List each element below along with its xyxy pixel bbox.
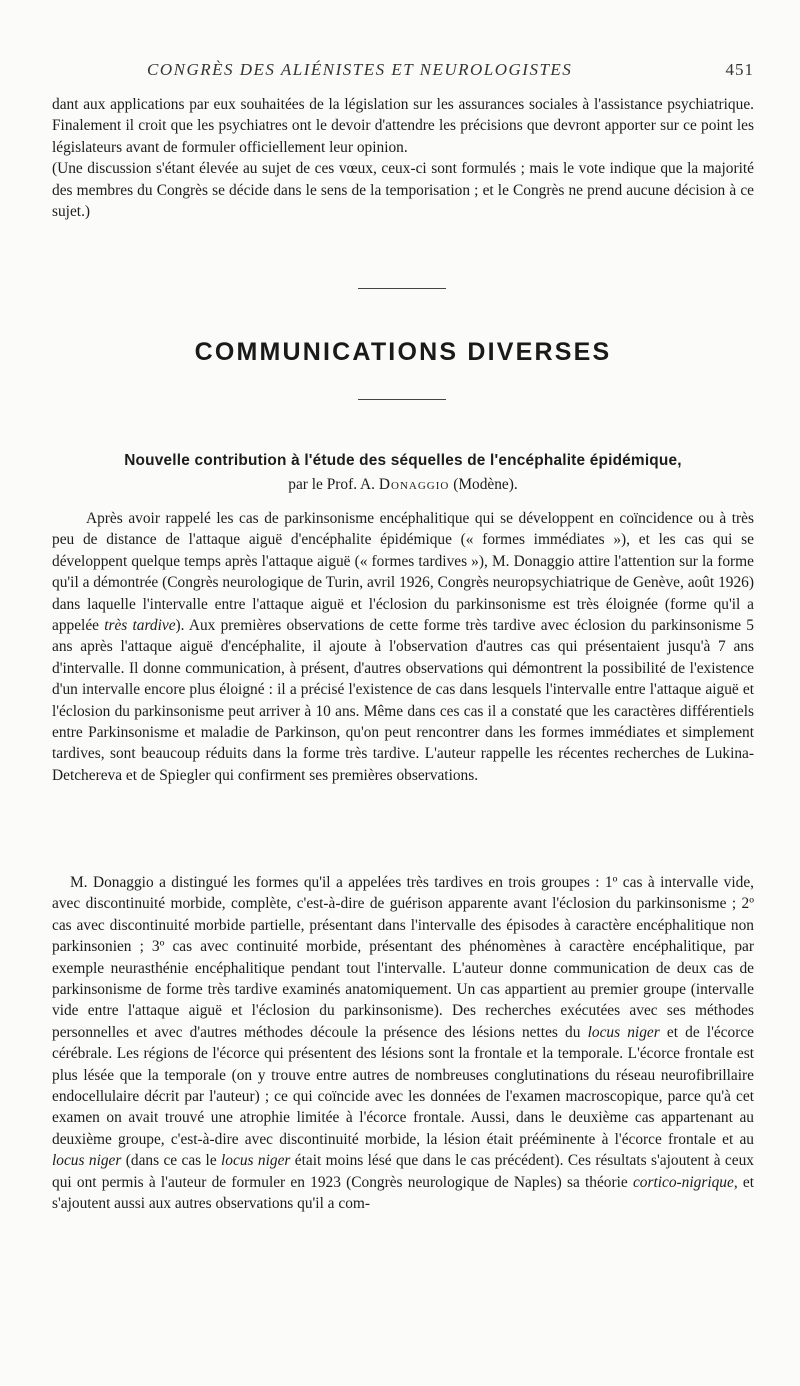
paragraph-text (52, 508, 754, 786)
byline-location: (Modène). (453, 476, 518, 493)
intro-block (52, 94, 754, 222)
divider-rule-top (358, 288, 446, 289)
section-title: COMMUNICATIONS DIVERSES (194, 338, 612, 366)
italic-term: locus niger (587, 1023, 660, 1041)
discussion-paragraph: (Une discussion s'étant élevée au sujet de ces vœux, ceux-ci sont formulés ; mais le vote indique que la majorité des membres du Congrès se décide dans le sens de la temporisation ; et le Congrès ne prend aucune décision à ce sujet.) (52, 160, 754, 221)
article-paragraph-1 (52, 508, 754, 786)
text-run: ). Aux premières observations de cette forme très tardive avec éclosion du parkinsonisme 5 ans après l'attaque aiguë d'encéphalite, il ajoute à l'observation d'autres cas qui présentaient jusqu'à 7 ans d'intervalle. Il donne communication, à présent, d'autres observations qui démontrent la possibilité de l'existence d'un intervalle encore plus éloigné : il a précisé l'existence de cas dans lesquels l'intervalle entre l'attaque aiguë et l'éclosion du parkinsonisme peut arriver à 10 ans. Même dans ces cas il a constaté que les caractères différentiels entre Parkinsonisme et maladie de Parkinson, qu'on peut rencontrer dans les formes immédiates et simplement tardives, sont beaucoup réduits dans la forme très tardive. L'auteur rappelle les récentes recherches de Lukina-Detchereva et de Spiegler qui confirment ses premières observations. (52, 617, 754, 784)
text-run: était moins lésé que dans le cas précédent). Ces résultats s'ajoutent à ceux qui ont permis à l'auteur de formuler en 1923 (Congrès neurologique de Naples) sa théorie (52, 1152, 754, 1191)
italic-term: très tardive (104, 617, 176, 635)
italic-term: locus niger (52, 1152, 122, 1170)
italic-term: cortico-nigrique (632, 1173, 734, 1191)
article-title: Nouvelle contribution à l'étude des séquelles de l'encéphalite épidémique, (124, 452, 682, 469)
text-run: (dans ce cas le (121, 1152, 222, 1170)
page-number: 451 (725, 60, 754, 79)
divider-rule-bottom (358, 399, 446, 400)
paragraph-text (52, 872, 754, 1215)
text-run: , et s'ajoutent aussi aux autres observations qu'il a com- (52, 1173, 754, 1213)
intro-paragraph: dant aux applications par eux souhaitées de la législation sur les assurances sociales à l'assistance psychiatrique. Finalement il croit que les psychiatres ont le devoir d'attendre les précisions que devront apporter sur ce point les législateurs avant de formuler officiellement leur opinion. (52, 96, 754, 156)
text-run: et de l'écorce cérébrale. Les régions de l'écorce qui présentent des lésions sont la frontale et la temporale. L'écorce frontale est plus lésée que la temporale (on y trouve entre autres de nombreuses conglutinations du réseau neurofibrillaire endocellulaire décrit par l'auteur) ; ce qui coïncide avec les données de l'examen macroscopique, parce qu'à cet examen on avait trouvé une atrophie limitée à l'écorce frontale. Aussi, dans le deuxième cas appartenant au deuxième groupe, c'est-à-dire avec discontinuité morbide, la lésion était prééminente à l'écorce frontale et au (52, 1023, 754, 1148)
author-name: Donaggio (378, 476, 450, 493)
running-title: CONGRÈS DES ALIÉNISTES ET NEUROLOGISTES (147, 60, 573, 79)
text-run: M. Donaggio a distingué les formes qu'il a appelées très tardives en trois groupes : 1º cas à intervalle vide, avec discontinuité morbide, complète, c'est-à-dire de guérison apparente avant l'éclosion du parkinsonisme ; 2º cas avec discontinuité morbide partielle, présentant dans l'intervalle des épisodes à caractère encéphalitique non parkinsonien ; 3º cas avec continuité morbide, présentant des phénomènes à caractère encéphalitique, par exemple neurasthénie encéphalitique pendant tout l'intervalle. L'auteur donne communication de deux cas de parkinsonisme de forme très tardive examinés anatomiquement. Un cas appartient au premier groupe (intervalle vide entre l'attaque aiguë et l'éclosion du parkinsonisme). Des recherches exécutées avec ses méthodes personnelles et avec d'autres méthodes découle la présence des lésions nettes du (52, 874, 754, 1041)
running-header (52, 60, 754, 82)
byline-prefix: par le Prof. A. (288, 476, 376, 493)
text-run: Après avoir rappelé les cas de parkinsonisme encéphalitique qui se développent en coïncidence ou à très peu de distance de l'attaque aiguë d'encéphalite épidémique (« formes immédiates »), et les cas qui se développent quelque temps après l'attaque aiguë (« formes tardives »), M. Donaggio attire l'attention sur la forme qu'il a démontrée (Congrès neurologique de Turin, avril 1926, Congrès neuropsychiatrique de Genève, août 1926) dans laquelle l'intervalle entre l'attaque aiguë et l'éclosion du parkinsonisme est très éloignée (forme qu'il a appelée (52, 510, 754, 635)
article-byline (52, 476, 754, 494)
article-paragraph-2 (52, 872, 754, 1215)
italic-term: locus niger (221, 1152, 291, 1170)
